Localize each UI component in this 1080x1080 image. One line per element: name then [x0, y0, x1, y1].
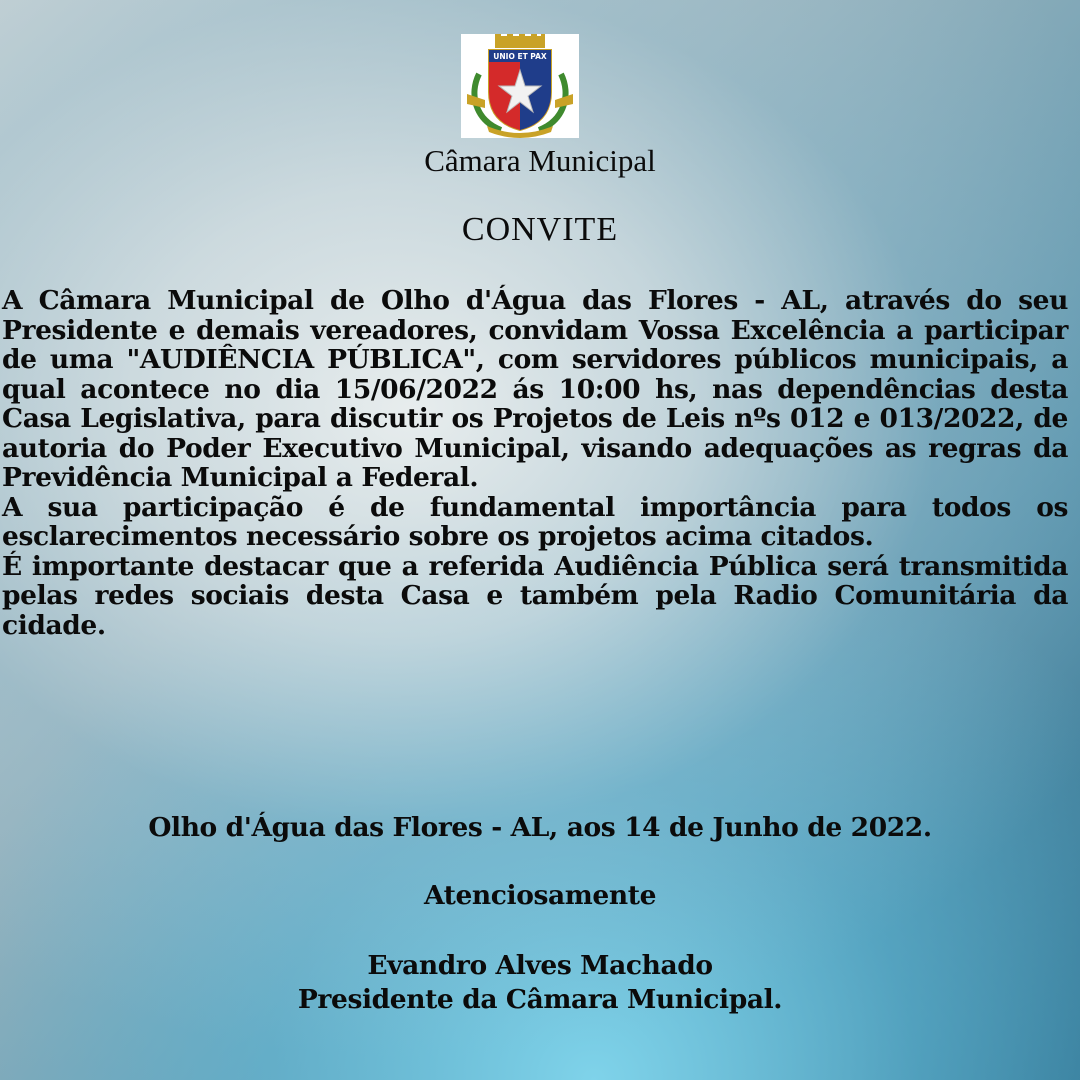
regards: Atenciosamente [423, 880, 657, 911]
institution-name: Câmara Municipal [424, 143, 656, 178]
svg-text:UNIO ET PAX: UNIO ET PAX [493, 52, 547, 61]
document-title: CONVITE [461, 211, 619, 248]
invitation-body [2, 286, 1068, 640]
invitation-paragraph: É importante destacar que a referida Audiência Pública será transmitida pelas redes sociais desta Casa e também pela Radio Comunitária da cidade. [2, 550, 1068, 641]
place-and-date: Olho d'Água das Flores - AL, aos 14 de Junho de 2022. [148, 812, 932, 843]
municipal-coat-of-arms-logo [461, 34, 579, 138]
signer-name: Evandro Alves Machado [367, 950, 713, 981]
signer-role: Presidente da Câmara Municipal. [297, 984, 783, 1015]
invitation-paragraph: A Câmara Municipal de Olho d'Água das Flores - AL, através do seu Presidente e demais vereadores, convidam Vossa Excelência a participar de uma "AUDIÊNCIA PÚBLICA", com servidores públicos municipais, a qual acontece no dia 15/06/2022 ás 10:00 hs, nas dependências desta Casa Legislativa, para discutir os Projetos de Leis nºs 012 e 013/2022, de autoria do Poder Executivo Municipal, visando adequações as regras da Previdência Municipal a Federal. [2, 285, 1068, 493]
invitation-paragraph: A sua participação é de fundamental importância para todos os esclarecimentos necessário sobre os projetos acima citados. [2, 491, 1068, 552]
